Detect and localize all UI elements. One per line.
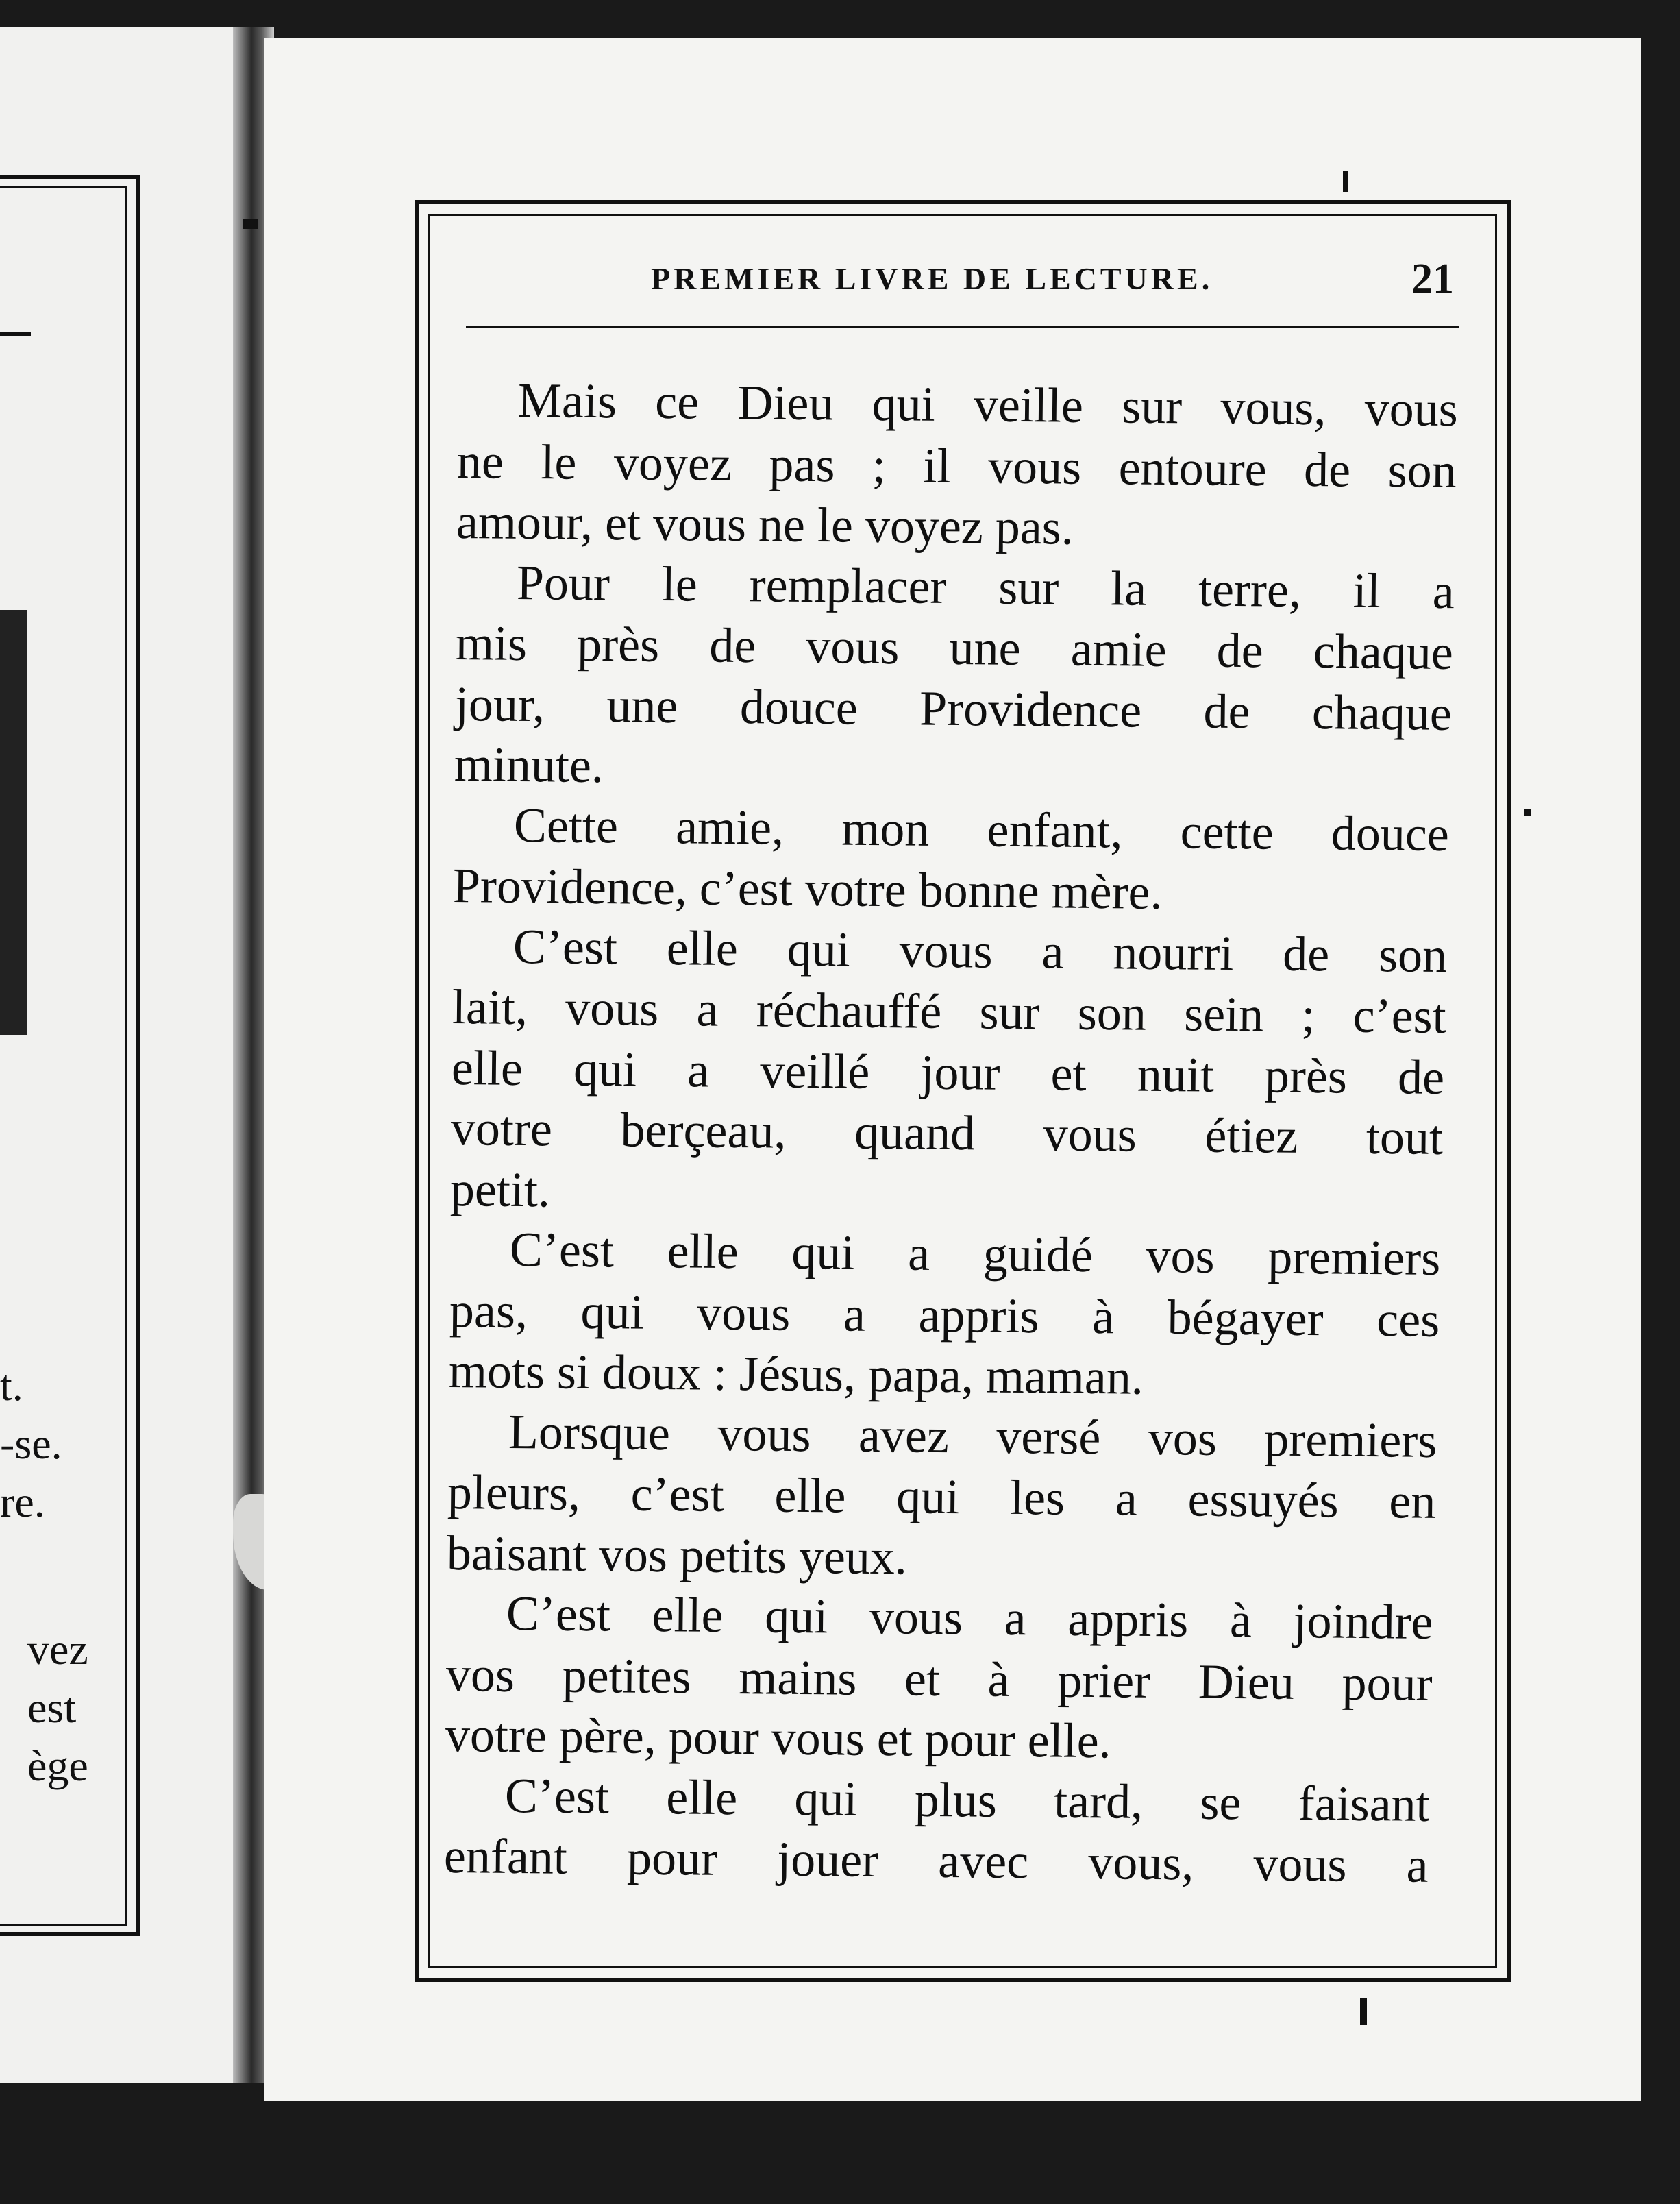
ink-speck <box>243 219 258 229</box>
ink-speck <box>1360 1998 1367 2025</box>
text-line: vos petites mains et à prier Dieu pour <box>445 1646 1433 1711</box>
text-line: mots si doux : Jésus, papa, maman. <box>448 1343 1144 1405</box>
left-page-fragment: ège <box>27 1741 88 1790</box>
text-line: C’est elle qui plus tard, se faisant <box>504 1767 1430 1832</box>
text-line: C’est elle qui vous a appris à joindre <box>506 1586 1434 1650</box>
text-line: baisant vos petits yeux. <box>446 1525 908 1584</box>
text-line: pas, qui vous a appris à bégayer ces <box>449 1282 1440 1347</box>
text-line: Lorsque vous avez versé vos premiers <box>508 1404 1437 1468</box>
header-rule <box>466 326 1459 328</box>
left-page-fragment: vez <box>27 1625 88 1674</box>
text-line: minute. <box>454 737 604 794</box>
text-line: elle qui a veillé jour et nuit près de <box>451 1040 1445 1105</box>
left-page-fragment: -se. <box>0 1419 62 1468</box>
text-line: Providence, c’est votre bonne mère. <box>452 858 1163 920</box>
text-line: ne le voyez pas ; il vous entoure de son <box>456 433 1457 498</box>
text-line: enfant pour jouer avec vous, vous a <box>443 1828 1429 1893</box>
text-line: Cette amie, mon enfant, cette douce <box>513 797 1450 861</box>
text-line: lait, vous a réchauffé sur son sein ; c’est <box>452 979 1446 1044</box>
text-line: jour, une douce Providence de chaque <box>454 676 1453 741</box>
left-page-fragment: est <box>27 1683 77 1732</box>
ink-speck <box>1343 171 1348 192</box>
text-line: C’est elle qui vous a nourri de son <box>512 918 1448 983</box>
text-line: votre père, pour vous et pour elle. <box>445 1707 1111 1769</box>
text-line: C’est elle qui a guidé vos premiers <box>509 1222 1441 1286</box>
text-line: mis près de vous une amie de chaque <box>455 615 1453 680</box>
running-head: PREMIER LIVRE DE LECTURE. <box>651 261 1213 296</box>
text-line: Pour le remplacer sur la terre, il a <box>516 554 1455 619</box>
left-page-fragment: t. <box>0 1361 23 1410</box>
left-page-fragment: re. <box>0 1478 45 1526</box>
ink-speck <box>1524 809 1531 816</box>
text-line: pleurs, c’est elle qui les a essuyés en <box>447 1465 1436 1529</box>
text-line: amour, et vous ne le voyez pas. <box>456 494 1074 555</box>
text-line: Mais ce Dieu qui veille sur vous, vous <box>517 373 1459 437</box>
text-line: petit. <box>449 1161 551 1217</box>
page-number: 21 <box>1411 256 1454 302</box>
text-line: votre berçeau, quand vous étiez tout <box>450 1101 1444 1165</box>
